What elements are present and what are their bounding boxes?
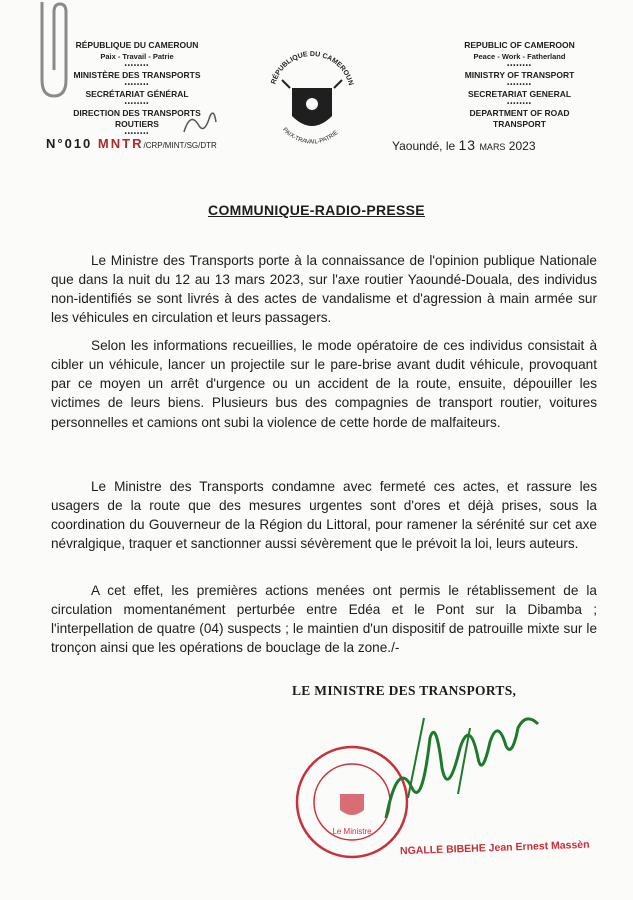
separator-stars: •••••••• [507, 82, 532, 88]
paragraph-1: Le Ministre des Transports porte à la connaissance de l'opinion publique Nationale que dans la nuit du 12 au 13 mars 2023, sur l'axe routier Yaoundé-Douala, des individus non-identifiés se sont livrés à des actes de vandalisme et d'agression à main armée sur les véhicules en circulation et leurs passagers. [51, 252, 597, 326]
separator-stars: •••••••• [124, 82, 150, 88]
svg-text:PAIX-TRAVAIL-PATRIE [281, 127, 340, 146]
date-place: Yaoundé, le [392, 139, 456, 153]
coat-of-arms-emblem [262, 46, 362, 166]
reference-value: 010 [64, 136, 93, 151]
direction-fr: DIRECTION DES TRANSPORTS ROUTIERS [73, 108, 201, 129]
secretariat-en: SECRETARIAT GENERAL [467, 89, 572, 99]
date-day: 13 [458, 137, 477, 153]
secretariat-fr: SECRÉTARIAT GÉNÉRAL [85, 89, 189, 99]
svg-text:Le Ministre: Le Ministre [332, 827, 372, 836]
paragraph-3: Le Ministre des Transports condamne avec fermeté ces actes, et rassure les usagers de la route que des mesures urgentes sont d'ores et déjà prises, sous la coordination du Gouverneur de la Région du Littoral, pour ramener la sérénité sur cet axe névralgique, traquer et sanctionner aussi sévèrement que le prévoit la loi, leurs auteurs. [51, 478, 597, 552]
country-name-en: REPUBLIC OF CAMEROON [464, 40, 575, 50]
date-month: MARS [479, 142, 506, 152]
document-title: COMMUNIQUE-RADIO-PRESSE [208, 202, 425, 218]
country-name-fr: RÉPUBLIQUE DU CAMEROUN [75, 40, 199, 50]
reference-prefix: N° [46, 136, 65, 151]
motto-fr: Paix - Travail - Patrie [100, 52, 174, 61]
reference-number [46, 136, 217, 151]
header-right [442, 40, 597, 130]
date-year: 2023 [508, 139, 536, 153]
motto-en: Peace - Work - Fatherland [473, 52, 566, 61]
separator-stars: •••••••• [124, 63, 150, 69]
separator-stars: •••••••• [507, 101, 532, 107]
ministry-name-en: MINISTRY OF TRANSPORT [464, 70, 575, 80]
separator-stars: •••••••• [124, 101, 150, 107]
paragraph-2: Selon les informations recueillies, le mode opératoire de ces individus consistait à cibler un véhicule, lancer un projectile sur le pare-brise avant dudit véhicule, provoquant par ce moyen un arrêt d'urgence ou un accident de la route, ensuite, dépouiller les victimes de leurs biens. Plusieurs bus des compagnies de transport routier, voitures personnelles et camions ont subi la violence de cette horde de malfaiteurs. [51, 337, 597, 430]
department-en: DEPARTMENT OF ROAD TRANSPORT [469, 108, 570, 129]
reference-suffix: /CRP/MINT/SG/DTR [143, 141, 217, 150]
handwritten-signature [378, 698, 548, 828]
separator-stars: •••••••• [507, 63, 532, 69]
signatory-title: LE MINISTRE DES TRANSPORTS, [292, 683, 517, 698]
separator-stars: •••••••• [124, 131, 150, 137]
ministry-name-fr: MINISTÈRE DES TRANSPORTS [73, 70, 201, 80]
signatory-name: NGALLE BIBEHE Jean Ernest Massèn [399, 838, 590, 858]
reference-stamp: MNTR [97, 136, 144, 151]
paragraph-4: A cet effet, les premières actions menées ont permis le rétablissement de la circulation momentanément perturbée entre Edéa et le Pont sur la Dibamba ; l'interpellation de quatre (04) suspects ; le maintien d'un dispositif de patrouille mixte sur le tronçon ainsi que les opérations de bouclage de la zone./- [51, 582, 597, 656]
emblem-top-text: RÉPUBLIQUE DU CAMEROUN [270, 50, 354, 87]
emblem-bottom-text: PAIX-TRAVAIL-PATRIE [281, 126, 340, 146]
document-date [392, 137, 536, 153]
